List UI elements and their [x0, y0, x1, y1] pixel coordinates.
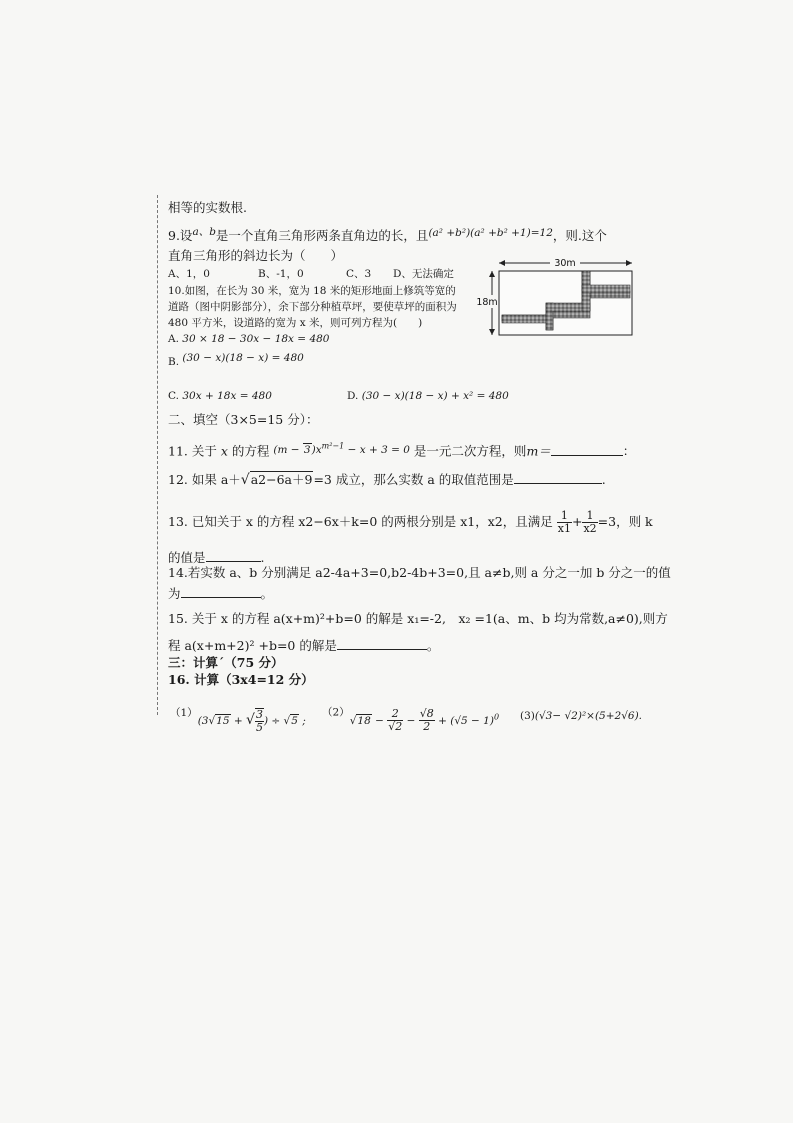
q9-line1: 9.设$^{a、b}$是一个直角三角形两条直角边的长，且$^{(a^2 +b^2)(a^2 +b^2 +1)=12}$，则.这个	[168, 226, 607, 243]
q10-option-a: A. 30 × 18 − 30x − 18x = 480	[168, 333, 330, 345]
q16-title: 16. 计算（3x4=12 分）	[168, 672, 314, 687]
q13-fraction-2: $\frac{1}{x2}$	[583, 509, 597, 535]
q16-part-3: (3)(√3− √2)²×(5+2√6).	[520, 710, 643, 722]
q11-equation: (m − 3)xm²−1 − x + 3 = 0	[273, 441, 410, 456]
height-label: 18m	[476, 297, 498, 308]
width-label: 30m	[554, 258, 576, 269]
q14-answer-blank[interactable]	[181, 585, 261, 598]
height-arrow-bottom	[489, 329, 495, 335]
q14-line1: 14.若实数 a、b 分别满足 a2-4a+3=0,b2-4b+3=0,且 a≠b,则 a 分之一加 b 分之一的值	[168, 565, 671, 580]
binding-margin-line	[157, 195, 159, 715]
section-3-heading: 三：计算ˊ（75 分）	[168, 655, 284, 670]
q12: 12. 如果 a＋√a2−6a＋9=3 成立，那么实数 a 的取值范围是 .	[168, 472, 606, 488]
q10-option-d: D. (30 − x)(18 − x) + x² = 480	[347, 390, 509, 402]
q15-line1: 15. 关于 x 的方程 a(x+m)²+b=0 的解是 x₁=-2, x₂ =1(a、m、b 均为常数,a≠0),则方	[168, 611, 668, 626]
q11: 11. 关于 x 的方程 $^{(m - 3)x^{m^2-1} - x + 3 = 0}$ 是一元二次方程，则m＝ ：	[168, 441, 636, 459]
q13-line2: 的值是 .	[168, 550, 265, 565]
q10-line2: 道路（图中阴影部分），余下部分种植草坪，要使草坪的面积为	[168, 301, 457, 313]
q10-line3: 480 平方米，设道路的宽为 x 米，则可列方程为( )	[168, 317, 423, 329]
q14-line2: 为 。	[168, 586, 274, 601]
q10-line1: 10.如图，在长为 30 米，宽为 18 米的矩形地面上修筑等宽的	[168, 285, 456, 297]
q9-option-d: D、无法确定	[393, 268, 454, 280]
q9-option-c: C、3	[346, 268, 372, 280]
q10-option-b: B. (30 − x)(18 − x) = 480	[168, 352, 304, 368]
q16-part-1: （1）(3√15 + √ $\frac{3}{5}$ ) ÷ √5 ;	[170, 707, 306, 734]
q13-answer-blank[interactable]	[206, 549, 261, 562]
width-arrow-right	[626, 260, 632, 266]
q9-option-a: A、1，0	[168, 268, 210, 280]
q13-line1: 13. 已知关于 x 的方程 x2−6x＋k=0 的两根分别是 x1，x2，且满足 $\frac{1}{x1}$ + $\frac{1}{x2}$ =3，则 k	[168, 509, 653, 535]
q12-answer-blank[interactable]	[514, 471, 602, 484]
section-2-heading: 二、填空（3×5=15 分）：	[168, 412, 319, 427]
q9-option-b: B、-1，0	[258, 268, 304, 280]
q16-part-2: （2）√18 − $\frac{2}{√2}$ − $\frac{√8}{2}$ + $(√5 - 1)^0$	[322, 706, 500, 733]
q10-option-c: C. 30x + 18x = 480	[168, 390, 272, 402]
q15-line2: 程 a(x+m+2)² +b=0 的解是 。	[168, 638, 440, 653]
q9-line2: 直角三角形的斜边长为（ ）	[168, 248, 344, 263]
road-top-segment	[582, 285, 630, 293]
width-arrow-left	[499, 260, 505, 266]
q8-tail: 相等的实数根.	[168, 200, 247, 215]
q15-answer-blank[interactable]	[337, 637, 427, 650]
q10-road-figure	[472, 253, 642, 338]
q13-fraction-1: $\frac{1}{x1}$	[557, 509, 571, 535]
height-arrow-top	[489, 271, 495, 277]
q11-answer-blank[interactable]	[551, 443, 623, 456]
road-bottom-segment	[502, 315, 546, 323]
